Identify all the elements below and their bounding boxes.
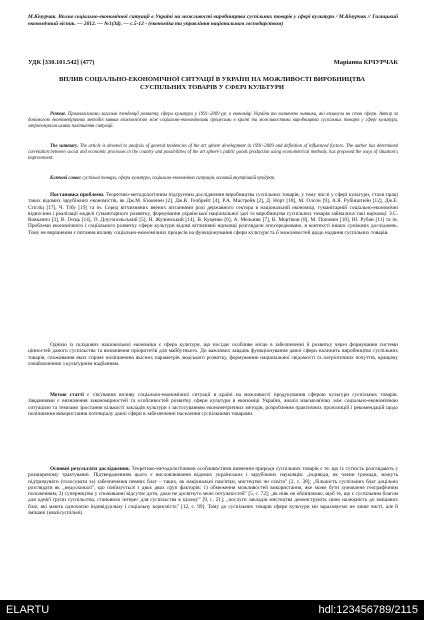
keywords-text: суспільні товари, сфера культури, соціально-економічна ситуація, валовий внутрішній продукт. xyxy=(81,176,276,181)
article-title: ВПЛИВ СОЦІАЛЬНО-ЕКОНОМІЧНОЇ СИТУАЦІЇ В УКРАЇНІ НА МОЖЛИВОСТІ ВИРОБНИЦТВА СУСПІЛЬНИХ ТОВАРІВ У СФЕРІ КУЛЬТУРИ xyxy=(58,76,366,91)
abstract-ukrainian xyxy=(28,112,398,129)
paragraph-results xyxy=(28,466,398,516)
abstract-english xyxy=(28,144,398,161)
abstract-ua-label: Резюме. xyxy=(50,112,67,117)
keywords-label: Ключові слова: xyxy=(50,176,82,181)
author-name: Маріанна КІЧУРЧАК xyxy=(333,59,398,66)
footer-bar xyxy=(0,600,424,620)
paragraph-problem xyxy=(28,192,398,236)
problem-text: Теоретико-методологічним підгрунтям дослідження виробництва суспільних товарів, у тому числі у сфері культури, стали праці таких відомих зарубіжних економістів, як Дж.М. Б'юкенен [2], Дж.К. Гелбрейт [4], Р.А. Масгрейв [2], Д. Норт [18], М. Олсон [9], А.Я. Рубінштейн [12], Дж.Е. Стігліц [17], Ч. Тібу [19] та ін. Серед вітчизняних вчених питаннями ролі державного сектора в національній економіці, гуманітарній соціально-економічні відносини і реалізації моделі гуманітарного розвитку, формування української національної ідеї та виробництва суспільних товарів займалися такі науковці: З.С. Вовканич [3], В. Геєць [14], О. Длугопольський [5], Н. Жулинський [14], В. Куценко [6], А. Мельник [7], В. Мортіков [8], М. Попович [10], Ю. Рубан [11] та ін. Проблеми економічного і соціального розвитку сфери культури відомі вітчизняні науковці розглядали опосередковано, в контексті інших суміжних досліджень. Тому не вирішеним є питання впливу соціально-економічних процесів на функціонування сфери культури та її можливостей щодо надання суспільних товарів. xyxy=(28,192,398,236)
abstract-ua-text: Проаналізовано загальні тенденції розвитку сфери культури у 1991–2009 рр. в економіці України та визначено чинники, які вплинули на стан сфери. Автор за допомогою економетричних методів виявив взаємозв'язок між соціально-економічними процесами в країні та можливостями виробництва суспільних товарів у сфері культури, запропонувала шляхи поліпшення ситуації. xyxy=(28,112,398,129)
abstract-en-label: The summary. xyxy=(50,144,79,149)
aim-label: Метою статті xyxy=(50,392,84,398)
results-text: Теоретико-методологічними особливостями вивчення природи суспільних товарів є те, що їх сутність розглядають у розширеному трактуванні. Підтвердженням цього є висловлювання відомих українських і зарубіжних науковців: „індивіди, як члени громади, можуть підтримувати (голосувати за) забезпечення певних благ – таких, як національні пам'ятки, мистецтво чи освіта” [2, с. 38]; „більшість суспільних благ доцільно розглядати як „недосконалі”, що пов'язується з двох двох груп факторів: 1) обмеження можливостей використання, яке може бути зумовлене географічним положенням; 2) суперництво у споживанні відсутнє доти, доки не досягнуто межі потужностей” [5, с. 72]; „як ніяк не обов'язково, щоб те, що є суспільним благом для однієї групи суспільства, становило інтерес для суспільства в цілому” [9, с. 21]; „послуги закладів мистецтва демонструють свою належність до змішаних благ, які мають одночасно індивідуальну і соціальну корисність” [12, с. 99]. Тому до суспільних товарів сфери культури ми зараховуємо не лише чисті, але й змішані (квазісуспільні). xyxy=(28,466,398,516)
udc-author-row xyxy=(28,59,398,66)
aim-text: є з'ясування впливу соціально-економічної ситуації в країні на можливості продукування сферою культури суспільних товарів. Завданнями є визначення закономірностей та особливостей розвитку сфери культури в економіці України, аналіз взаємозв'язку між соціально-економічною ситуацією та темпами зростання кількості закладів культури з застосуванням економетричних методів, розроблення практичних пропозицій і рекомендацій щодо поліпшення використання потенціалу даної сфери в забезпеченні населення суспільними товарами. xyxy=(28,392,399,417)
paragraph-aim xyxy=(28,392,398,417)
footer-repository: ELARTU xyxy=(6,604,50,616)
problem-label: Постановка проблеми. xyxy=(50,192,105,198)
citation-header: М.Кічурчак. Вплив соціально-економічної ситуації в Україні на можливості виробництва суспільних товарів у сфері культури / М.Кічурчак // Галицький економічний вісник. — 2012. — №1(34). — с.5-12 - (економіка та управління національним господарством) xyxy=(28,14,398,27)
paragraph-culture: Однією із складових національної економіки є сфера культури, що посідає особливе місце в забезпеченні її розвитку через формування системи цінностей даного суспільства та визначення пріоритетів для майбутнього. До важливих завдань функціонування даної сфери належить виробництво суспільних товарів, споживання яких сприяє поліпшенню якісних параметрів людського розвитку, формуванню національної свідомості та патріотичних почуттів, кращому ознайомленню з культурним надбанням. xyxy=(28,342,398,367)
udc-code: УДК [330.101.542] (477) xyxy=(28,59,95,66)
footer-handle: hdl:123456789/2115 xyxy=(318,604,418,616)
keywords xyxy=(28,176,398,182)
results-label: Основні результати дослідження. xyxy=(50,466,130,472)
abstract-en-text: The article is devoted to analysis of general tendencies of the art sphere development in 1991–2009 and definition of influenced factors. The author has determined correlation between social and economic processes in the country and possibilities of the art sphere's public goods production using econometrical methods, has proposed the ways of situation's improvement. xyxy=(28,144,398,161)
